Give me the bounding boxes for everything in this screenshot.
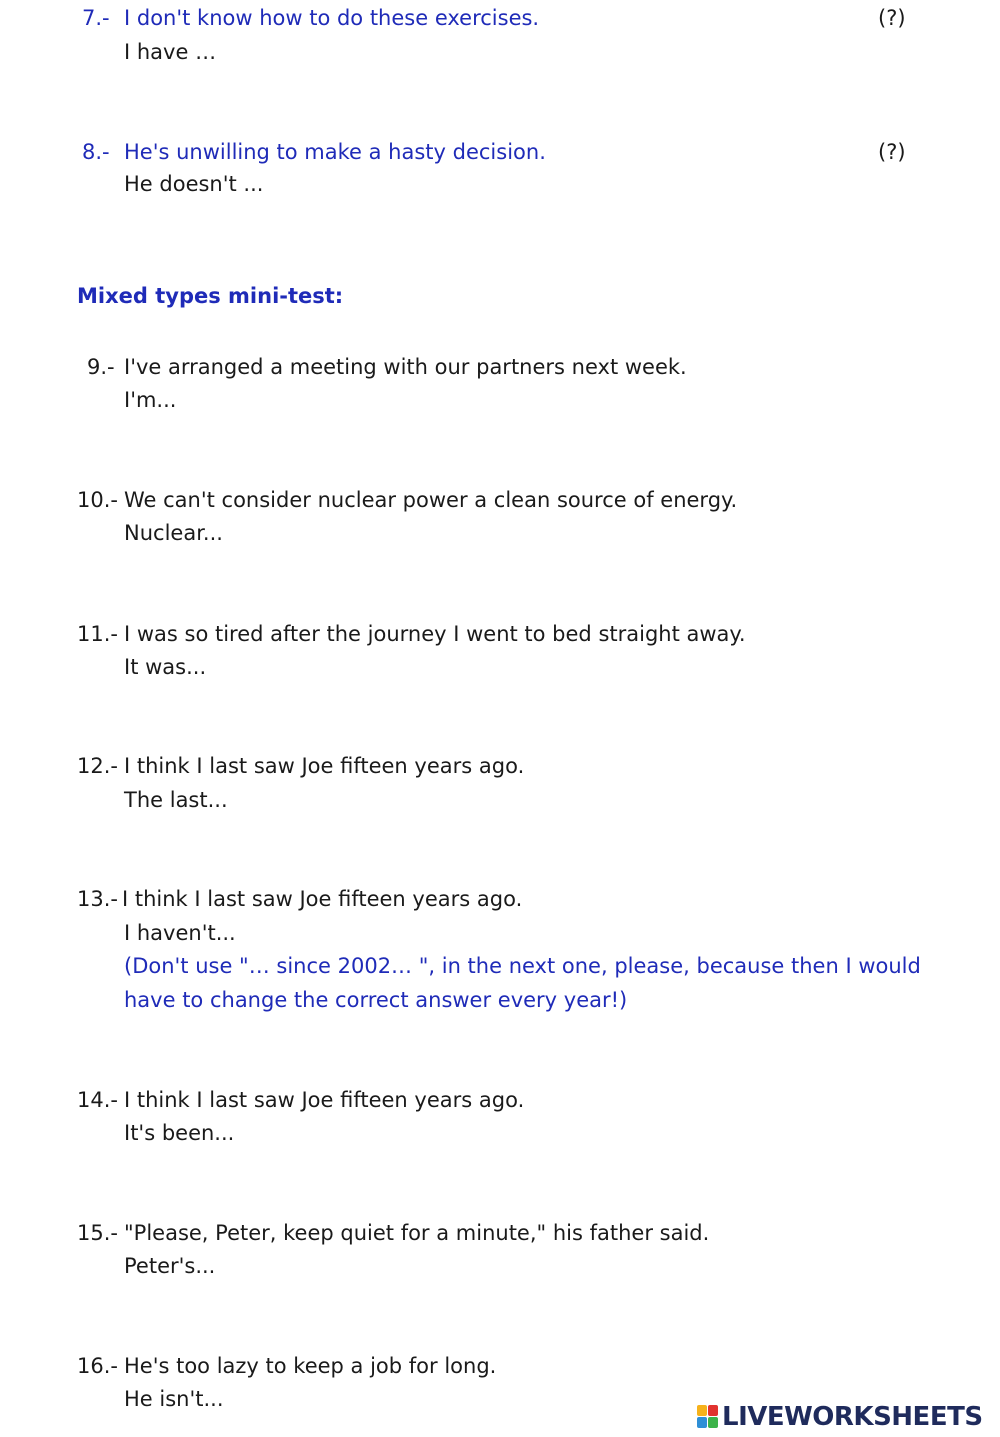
item-note-13-line2: have to change the correct answer every year!): [124, 988, 628, 1012]
item-prompt-10: We can't consider nuclear power a clean source of energy.: [124, 488, 738, 512]
item-number-7: 7.-: [82, 6, 110, 30]
item-number-8: 8.-: [82, 140, 110, 164]
item-start-15: Peter's...: [124, 1254, 216, 1278]
item-number-11: 11.-: [77, 622, 118, 646]
item-prompt-9: I've arranged a meeting with our partners next week.: [124, 355, 687, 379]
item-start-9: I'm...: [124, 388, 177, 412]
item-note-13-line1: (Don't use "… since 2002… ", in the next one, please, because then I would: [124, 954, 921, 978]
item-start-14: It's been...: [124, 1121, 235, 1145]
item-start-12: The last...: [124, 788, 228, 812]
item-number-14: 14.-: [77, 1088, 118, 1112]
item-prompt-16: He's too lazy to keep a job for long.: [124, 1354, 497, 1378]
item-number-9: 9.-: [87, 355, 115, 379]
item-prompt-14: I think I last saw Joe fifteen years ago.: [124, 1088, 525, 1112]
item-hint-7[interactable]: (?): [878, 6, 906, 30]
item-prompt-15: "Please, Peter, keep quiet for a minute," his father said.: [124, 1221, 710, 1245]
item-prompt-8: He's unwilling to make a hasty decision.: [124, 140, 546, 164]
item-start-16: He isn't...: [124, 1387, 224, 1411]
item-start-13: I haven't...: [124, 921, 236, 945]
item-prompt-7: I don't know how to do these exercises.: [124, 6, 540, 30]
item-prompt-12: I think I last saw Joe fifteen years ago.: [124, 754, 525, 778]
liveworksheets-logo-icon: [697, 1405, 719, 1429]
item-start-8: He doesn't ...: [124, 172, 264, 196]
item-number-13: 13.-: [77, 887, 118, 911]
item-prompt-13: I think I last saw Joe fifteen years ago.: [122, 887, 523, 911]
item-prompt-11: I was so tired after the journey I went to bed straight away.: [124, 622, 746, 646]
item-start-10: Nuclear...: [124, 521, 223, 545]
section-heading: Mixed types mini-test:: [77, 284, 344, 308]
liveworksheets-logo-text: LIVEWORKSHEETS: [722, 1402, 983, 1432]
item-start-11: It was...: [124, 655, 207, 679]
item-start-7: I have …: [124, 40, 217, 64]
liveworksheets-logo[interactable]: [697, 1402, 983, 1432]
item-number-15: 15.-: [77, 1221, 118, 1245]
item-number-10: 10.-: [77, 488, 118, 512]
item-number-16: 16.-: [77, 1354, 118, 1378]
item-number-12: 12.-: [77, 754, 118, 778]
item-hint-8[interactable]: (?): [878, 140, 906, 164]
